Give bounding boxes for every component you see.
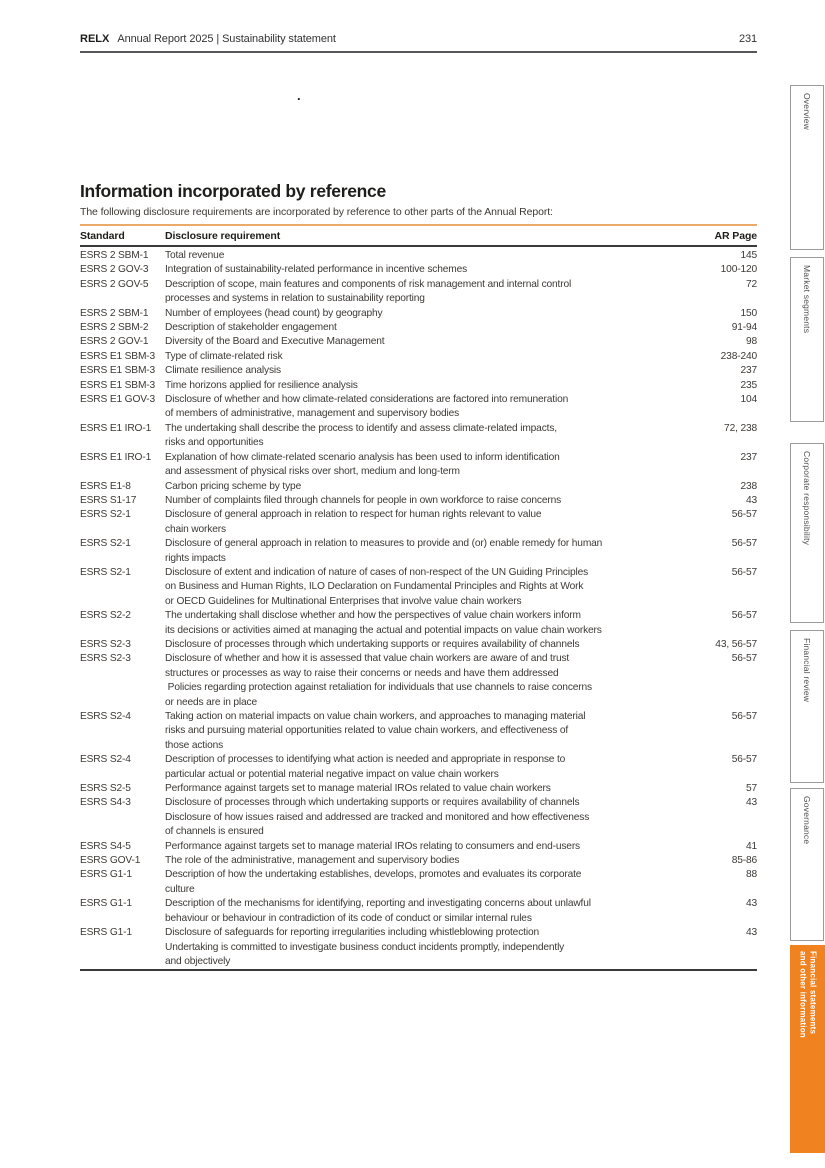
requirement-line: Diversity of the Board and Executive Management [165, 336, 385, 348]
table-row [80, 609, 757, 638]
requirement-line: risks and opportunities [165, 437, 264, 449]
requirement-line: Number of complaints filed through channels for people in own workforce to raise concerns [165, 494, 562, 506]
standard-cell: ESRS GOV-1 [80, 855, 141, 867]
requirement-cell [165, 278, 687, 307]
standard-cell: ESRS E1 IRO-1 [80, 451, 152, 463]
requirement-line: Disclosure of safeguards for reporting irregularities including whistleblowing protection [165, 927, 539, 939]
table-row [80, 451, 757, 480]
requirement-line: Description of how the undertaking establishes, develops, promotes and evaluates its corporate [165, 869, 582, 881]
requirement-line: Carbon pricing scheme by type [165, 480, 302, 492]
report-title: Annual Report 2025 | Sustainability statement [117, 33, 336, 45]
requirement-line: Number of employees (head count) by geography [165, 307, 383, 319]
requirement-cell [165, 609, 687, 638]
requirement-cell [165, 566, 687, 609]
requirement-line: Climate resilience analysis [165, 365, 281, 377]
standard-cell: ESRS 2 GOV-1 [80, 336, 149, 348]
table-header [80, 225, 757, 246]
page-number: 231 [738, 33, 757, 45]
requirement-line: Disclosure of whether and how climate-related considerations are factored into remuneration [165, 394, 569, 406]
sidebar-tab-financial-review[interactable] [790, 630, 824, 783]
table-row [80, 246, 757, 263]
ar-page-cell: 43, 56-57 [715, 638, 757, 650]
ar-page-cell: 56-57 [731, 509, 757, 521]
standard-cell: ESRS S1-17 [80, 494, 137, 506]
requirement-line: Explanation of how climate-related scenario analysis has been used to inform identification [165, 451, 560, 463]
column-header-disclosure-requirement: Disclosure requirement [165, 225, 687, 246]
requirement-line: Total revenue [165, 250, 225, 261]
requirement-line: or OECD Guidelines for Multinational Enterprises that involve value chain workers [165, 595, 522, 607]
requirement-cell [165, 710, 687, 753]
standard-cell: ESRS E1 GOV-3 [80, 394, 156, 406]
requirement-cell [165, 307, 687, 321]
requirement-line: Description of stakeholder engagement [165, 322, 337, 334]
table-row [80, 393, 757, 422]
sidebar-tab-label: Market segments [802, 265, 812, 334]
requirement-cell [165, 350, 687, 364]
requirement-line: rights impacts [165, 552, 226, 564]
ar-page-cell: 56-57 [731, 610, 757, 622]
requirement-line: Disclosure of processes through which undertaking supports or requires availability of channels [165, 638, 580, 650]
table-row [80, 379, 757, 393]
sidebar-tab-label: Overview [802, 93, 812, 131]
requirement-cell [165, 379, 687, 393]
disclosure-table-container [80, 224, 757, 971]
requirement-line: chain workers [165, 523, 226, 535]
requirement-line: Disclosure of general approach in relation to measures to provide and (or) enable remedy for human [165, 538, 603, 550]
standard-cell: ESRS 2 SBM-1 [80, 250, 149, 261]
requirement-cell [165, 782, 687, 796]
ar-page-cell: 100-120 [720, 264, 757, 276]
requirement-line: risks and pursuing material opportunities related to value chain workers, and effectiveness of [165, 725, 569, 737]
standard-cell: ESRS S2-1 [80, 566, 131, 578]
requirement-cell [165, 638, 687, 652]
sidebar-tab-corporate-responsibility[interactable] [790, 443, 824, 623]
requirement-line: Undertaking is committed to investigate business conduct incidents promptly, independently [165, 941, 565, 953]
standard-cell: ESRS 2 SBM-1 [80, 307, 149, 319]
requirement-line: Type of climate-related risk [165, 350, 283, 362]
requirement-line: Integration of sustainability-related performance in incentive schemes [165, 264, 468, 276]
table-row [80, 480, 757, 494]
disclosure-table [80, 224, 757, 971]
ar-page-cell: 91-94 [731, 322, 757, 334]
requirement-line: processes and systems in relation to sustainability reporting [165, 293, 425, 305]
requirement-line: Disclosure of general approach in relation to respect for human rights relevant to value [165, 509, 542, 521]
standard-cell: ESRS S4-5 [80, 840, 131, 852]
requirement-line: Disclosure of whether and how it is assessed that value chain workers are aware of and trust [165, 653, 570, 665]
column-header-ar-page: AR Page [687, 225, 757, 246]
ar-page-cell: 43 [745, 927, 757, 939]
requirement-cell [165, 364, 687, 378]
ar-page-cell: 85-86 [731, 855, 757, 867]
standard-cell: ESRS G1-1 [80, 869, 132, 881]
standard-cell: ESRS S2-4 [80, 711, 131, 722]
requirement-line: Disclosure of extent and indication of nature of cases of non-respect of the UN Guiding Principles [165, 566, 589, 578]
standard-cell: ESRS E1-8 [80, 480, 131, 492]
requirement-line: structures or processes as way to raise their concerns or needs and have them addressed [165, 667, 559, 679]
sidebar-tab-financial-statements-and-other-information[interactable] [790, 945, 825, 1153]
standard-cell: ESRS 2 GOV-3 [80, 264, 149, 276]
requirement-line: Performance against targets set to manage material IROs related to value chain workers [165, 783, 551, 795]
table-row [80, 350, 757, 364]
table-row [80, 782, 757, 796]
requirement-line: culture [165, 883, 195, 895]
sidebar-tab-market-segments[interactable] [790, 257, 824, 422]
requirement-line: and assessment of physical risks over short, medium and long-term [165, 466, 460, 478]
requirement-line: particular actual or potential material negative impact on value chain workers [165, 768, 499, 780]
table-row [80, 321, 757, 335]
requirement-cell [165, 926, 687, 970]
ar-page-cell: 43 [745, 797, 757, 809]
section-intro: The following disclosure requirements are incorporated by reference to other parts of the Annual Report: [80, 206, 553, 218]
ar-page-cell: 98 [745, 336, 757, 348]
requirement-cell [165, 246, 687, 263]
ar-page-cell: 238-240 [720, 350, 757, 362]
requirement-cell [165, 480, 687, 494]
ar-page-cell: 56-57 [731, 538, 757, 550]
requirement-cell [165, 537, 687, 566]
standard-cell: ESRS 2 SBM-2 [80, 322, 149, 334]
requirement-line: on Business and Human Rights, ILO Declaration on Fundamental Principles and Rights at Work [165, 581, 584, 593]
table-row [80, 422, 757, 451]
requirement-line: Performance against targets set to manage material IROs relating to consumers and end-users [165, 840, 581, 852]
ar-page-cell: 72, 238 [724, 422, 757, 434]
table-row [80, 926, 757, 970]
requirement-line: Policies regarding protection against retaliation for individuals that use channels to raise concerns [165, 682, 592, 694]
table-row [80, 494, 757, 508]
table-row [80, 263, 757, 277]
ar-page-cell: 57 [745, 783, 757, 795]
standard-cell: ESRS E1 SBM-3 [80, 350, 156, 362]
ar-page-cell: 43 [745, 494, 757, 506]
standard-cell: ESRS S2-3 [80, 653, 131, 665]
standard-cell: ESRS E1 IRO-1 [80, 422, 152, 434]
standard-cell: ESRS G1-1 [80, 927, 132, 939]
standard-cell: ESRS E1 SBM-3 [80, 379, 156, 391]
requirement-line: The undertaking shall describe the process to identify and assess climate-related impacts, [165, 422, 557, 434]
section-title: Information incorporated by reference [80, 181, 386, 201]
table-row [80, 364, 757, 378]
ar-page-cell: 235 [740, 379, 757, 391]
table-row [80, 840, 757, 854]
ar-page-cell: 41 [745, 840, 757, 852]
table-row [80, 897, 757, 926]
ar-page-cell: 72 [745, 278, 757, 290]
table-row [80, 854, 757, 868]
sidebar-tab-label: Financial review [802, 638, 812, 703]
requirement-line: Disclosure of processes through which undertaking supports or requires availability of channels [165, 797, 580, 809]
requirement-cell [165, 652, 687, 710]
requirement-line: those actions [165, 739, 224, 751]
ar-page-cell: 237 [740, 451, 757, 463]
table-row [80, 710, 757, 753]
ar-page-cell: 88 [745, 869, 757, 881]
sidebar-tab-label: Corporate responsibility [802, 451, 812, 546]
requirement-cell [165, 494, 687, 508]
requirement-cell [165, 335, 687, 349]
table-row [80, 537, 757, 566]
standard-cell: ESRS S2-3 [80, 638, 131, 650]
requirement-line: and objectively [165, 955, 231, 967]
table-row [80, 796, 757, 839]
requirement-cell [165, 753, 687, 782]
ar-page-cell: 104 [740, 394, 757, 406]
running-header [80, 33, 757, 53]
ar-page-cell: 56-57 [731, 566, 757, 578]
table-row [80, 753, 757, 782]
standard-cell: ESRS S2-5 [80, 783, 131, 795]
requirement-cell [165, 422, 687, 451]
requirement-cell [165, 321, 687, 335]
ar-page-cell: 150 [740, 307, 757, 319]
ar-page-cell: 237 [740, 365, 757, 377]
ar-page-cell: 238 [740, 480, 757, 492]
table-row [80, 638, 757, 652]
table-row [80, 278, 757, 307]
ar-page-cell: 56-57 [731, 653, 757, 665]
table-row [80, 868, 757, 897]
requirement-line: Time horizons applied for resilience analysis [165, 379, 358, 391]
requirement-cell [165, 796, 687, 839]
sidebar-tab-overview[interactable] [790, 85, 824, 250]
requirement-cell [165, 840, 687, 854]
brand-logo: RELX [80, 33, 110, 45]
requirement-line: of members of administrative, management and supervisory bodies [165, 408, 460, 420]
requirement-line: behaviour or behaviour in contradiction of its code of conduct or similar internal rules [165, 912, 532, 924]
sidebar-tab-label: Governance [802, 796, 812, 845]
standard-cell: ESRS S2-1 [80, 509, 131, 521]
requirement-cell [165, 393, 687, 422]
table-row [80, 307, 757, 321]
requirement-line: Description of scope, main features and components of risk management and internal control [165, 278, 572, 290]
ar-page-cell: 145 [740, 250, 757, 261]
table-row [80, 566, 757, 609]
requirement-cell [165, 451, 687, 480]
requirement-cell [165, 854, 687, 868]
standard-cell: ESRS 2 GOV-5 [80, 278, 149, 290]
standard-cell: ESRS S4-3 [80, 797, 131, 809]
requirement-line: its decisions or activities aimed at managing the actual and potential impacts on value chain workers [165, 624, 602, 636]
ar-page-cell: 56-57 [731, 711, 757, 722]
table-row [80, 508, 757, 537]
standard-cell: ESRS S2-2 [80, 610, 131, 622]
standard-cell: ESRS G1-1 [80, 898, 132, 910]
standard-cell: ESRS S2-1 [80, 538, 131, 550]
requirement-cell [165, 263, 687, 277]
column-header-standard: Standard [80, 225, 165, 246]
requirement-line: Description of processes to identifying what action is needed and appropriate in response to [165, 754, 566, 766]
requirement-cell [165, 897, 687, 926]
table-row [80, 335, 757, 349]
requirement-line: The role of the administrative, management and supervisory bodies [165, 855, 460, 867]
ar-page-cell: 43 [745, 898, 757, 910]
requirement-line: of channels is ensured [165, 826, 264, 838]
requirement-line: or needs are in place [165, 696, 257, 708]
sidebar-tab-label: Financial statements and other information [798, 951, 818, 1038]
requirement-cell [165, 868, 687, 897]
table-row [80, 652, 757, 710]
ar-page-cell: 56-57 [731, 754, 757, 766]
stray-dot: . [297, 88, 301, 103]
standard-cell: ESRS S2-4 [80, 754, 131, 766]
requirement-line: Description of the mechanisms for identifying, reporting and investigating concerns about unlawful [165, 898, 591, 910]
sidebar-tab-governance[interactable] [790, 788, 824, 941]
requirement-line: The undertaking shall disclose whether and how the perspectives of value chain workers inform [165, 610, 581, 622]
requirement-line: Disclosure of how issues raised and addressed are tracked and monitored and how effectiveness [165, 811, 590, 823]
requirement-cell [165, 508, 687, 537]
standard-cell: ESRS E1 SBM-3 [80, 365, 156, 377]
requirement-line: Taking action on material impacts on value chain workers, and approaches to managing material [165, 711, 586, 722]
